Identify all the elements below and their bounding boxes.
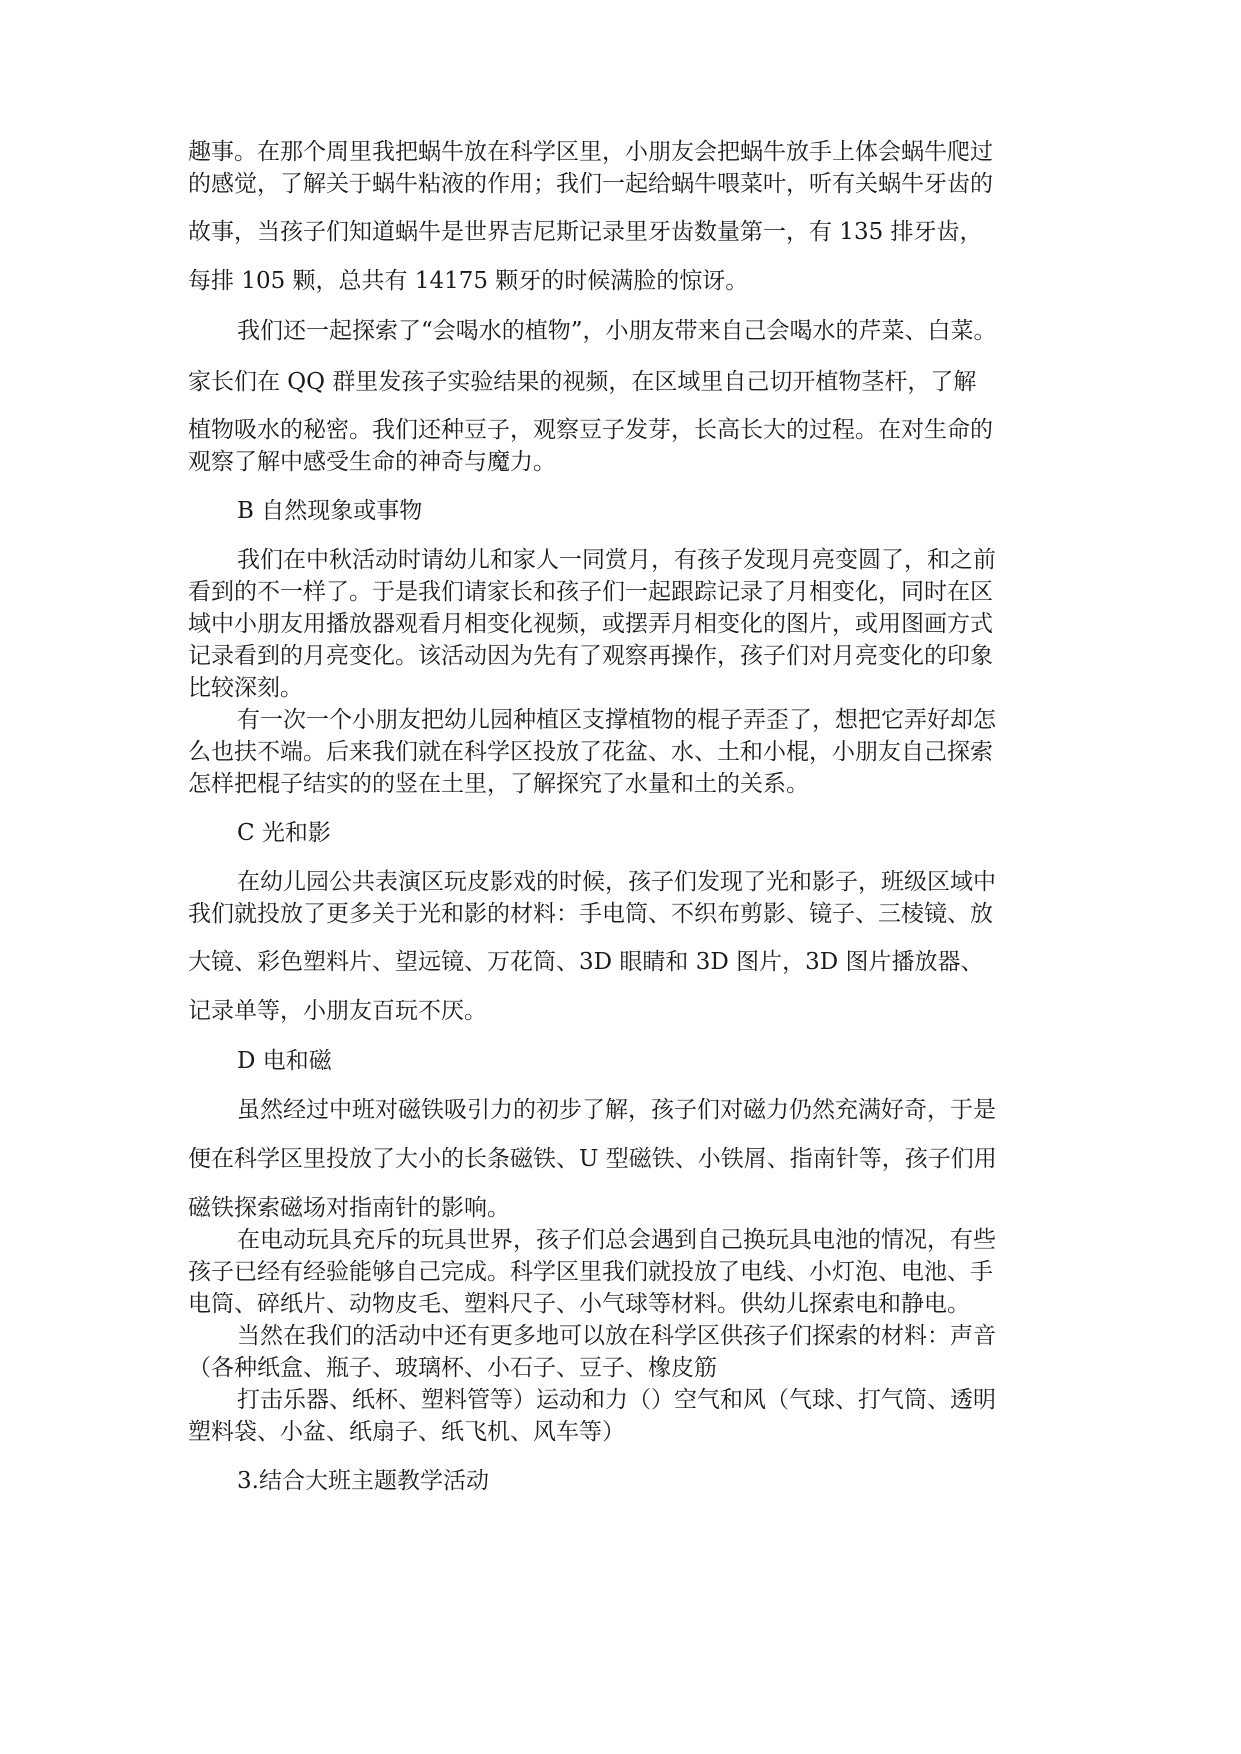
text-line: 电筒、碎纸片、动物皮毛、塑料尺子、小气球等材料。供幼儿探索电和静电。: [188, 1291, 970, 1317]
paragraph-first-line: 在电动玩具充斥的玩具世界，孩子们总会遇到自己换玩具电池的情况，有些: [237, 1227, 996, 1253]
text-line: 磁铁探索磁场对指南针的影响。: [188, 1195, 510, 1221]
text-line: （各种纸盒、瓶子、玻璃杯、小石子、豆子、橡皮筋: [188, 1355, 717, 1381]
text-line: 故事，当孩子们知道蜗牛是世界吉尼斯记录里牙齿数量第一，有 135 排牙齿，: [188, 219, 983, 245]
text-line: 我们就投放了更多关于光和影的材料：手电筒、不织布剪影、镜子、三棱镜、放: [188, 901, 993, 927]
text-line: 大镜、彩色塑料片、望远镜、万花筒、3D 眼睛和 3D 图片，3D 图片播放器、: [188, 949, 984, 975]
text-line: 观察了解中感受生命的神奇与魔力。: [188, 449, 556, 475]
section-heading-c: C 光和影: [237, 820, 331, 846]
text-line: 便在科学区里投放了大小的长条磁铁、U 型磁铁、小铁屑、指南针等，孩子们用: [188, 1146, 997, 1172]
text-line: 比较深刻。: [188, 675, 303, 701]
text-line: 的感觉，了解关于蜗牛粘液的作用；我们一起给蜗牛喂菜叶，听有关蜗牛牙齿的: [188, 171, 993, 197]
section-heading-d: D 电和磁: [237, 1048, 332, 1074]
text-line: 记录看到的月亮变化。该活动因为先有了观察再操作，孩子们对月亮变化的印象: [188, 643, 993, 669]
text-line: 每排 105 颗，总共有 14175 颗牙的时候满脸的惊讶。: [188, 268, 749, 294]
text-line: 塑料袋、小盆、纸扇子、纸飞机、风车等）: [188, 1419, 625, 1445]
text-line: 记录单等，小朋友百玩不厌。: [188, 998, 487, 1024]
paragraph-first-line: 在幼儿园公共表演区玩皮影戏的时候，孩子们发现了光和影子，班级区域中: [237, 869, 996, 895]
text-line: 怎样把棍子结实的的竖在土里，了解探究了水量和土的关系。: [188, 771, 809, 797]
section-heading-b: B 自然现象或事物: [237, 498, 423, 524]
paragraph-first-line: 我们在中秋活动时请幼儿和家人一同赏月，有孩子发现月亮变圆了，和之前: [237, 547, 996, 573]
text-line: 家长们在 QQ 群里发孩子实验结果的视频，在区域里自己切开植物茎杆，了解: [188, 369, 977, 395]
paragraph-first-line: 当然在我们的活动中还有更多地可以放在科学区供孩子们探索的材料：声音: [237, 1323, 996, 1349]
text-line: 看到的不一样了。于是我们请家长和孩子们一起跟踪记录了月相变化，同时在区: [188, 579, 993, 605]
paragraph-first-line: 虽然经过中班对磁铁吸引力的初步了解，孩子们对磁力仍然充满好奇，于是: [237, 1097, 996, 1123]
text-line: 么也扶不端。后来我们就在科学区投放了花盆、水、土和小棍，小朋友自己探索: [188, 739, 993, 765]
paragraph-first-line: 打击乐器、纸杯、塑料管等）运动和力（）空气和风（气球、打气筒、透明: [237, 1387, 996, 1413]
text-line: 植物吸水的秘密。我们还种豆子，观察豆子发芽，长高长大的过程。在对生命的: [188, 417, 993, 443]
text-line: 孩子已经有经验能够自己完成。科学区里我们就投放了电线、小灯泡、电池、手: [188, 1259, 993, 1285]
paragraph-first-line: 我们还一起探索了“会喝水的植物”，小朋友带来自己会喝水的芹菜、白菜。: [237, 318, 997, 344]
section-heading-3: 3.结合大班主题教学活动: [237, 1468, 489, 1494]
text-line: 域中小朋友用播放器观看月相变化视频，或摆弄月相变化的图片，或用图画方式: [188, 611, 993, 637]
text-line: 趣事。在那个周里我把蜗牛放在科学区里，小朋友会把蜗牛放手上体会蜗牛爬过: [188, 139, 993, 165]
paragraph-first-line: 有一次一个小朋友把幼儿园种植区支撑植物的棍子弄歪了，想把它弄好却怎: [237, 707, 996, 733]
